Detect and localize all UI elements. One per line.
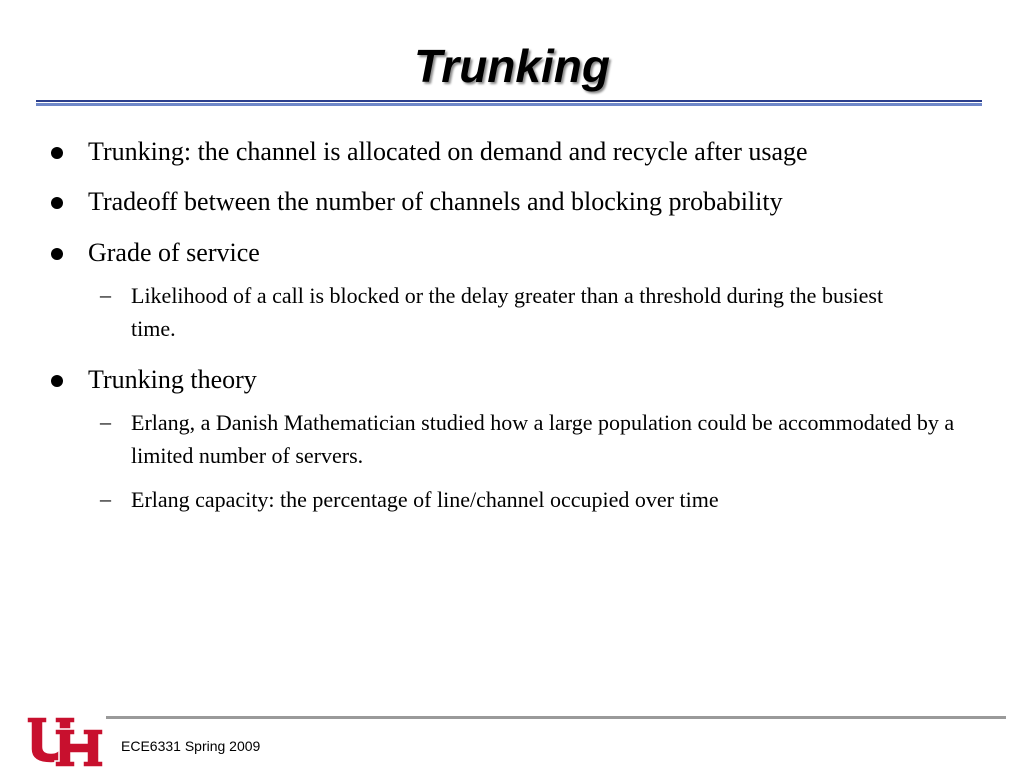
bullet-dot-icon [51,197,63,209]
bullet-trunking-definition: Trunking: the channel is allocated on demand and recycle after usage [88,137,808,166]
bullet-dot-icon [51,147,63,159]
bullet-tradeoff: Tradeoff between the number of channels and blocking probability [88,187,783,216]
bullet-grade-of-service: Grade of service [88,238,260,267]
sub-bullet-dash: – [100,486,111,511]
sub-bullet-dash: – [100,282,111,307]
sub-bullet-erlang-study: Erlang, a Danish Mathematician studied how a large population could be accommodated by a limited number of servers. [131,410,955,468]
footer-divider [106,716,1006,719]
bullet-trunking-theory: Trunking theory [88,365,257,394]
sub-bullet-erlang-capacity: Erlang capacity: the percentage of line/channel occupied over time [131,487,719,512]
sub-bullet-dash: – [100,409,111,434]
uh-logo-icon [25,713,103,768]
bullet-dot-icon [51,375,63,387]
slide-title: Trunking [414,40,610,92]
bullet-dot-icon [51,248,63,260]
sub-bullet-likelihood: Likelihood of a call is blocked or the delay greater than a threshold during the busiest time. [131,283,884,341]
footer-course-label: ECE6331 Spring 2009 [121,738,261,754]
